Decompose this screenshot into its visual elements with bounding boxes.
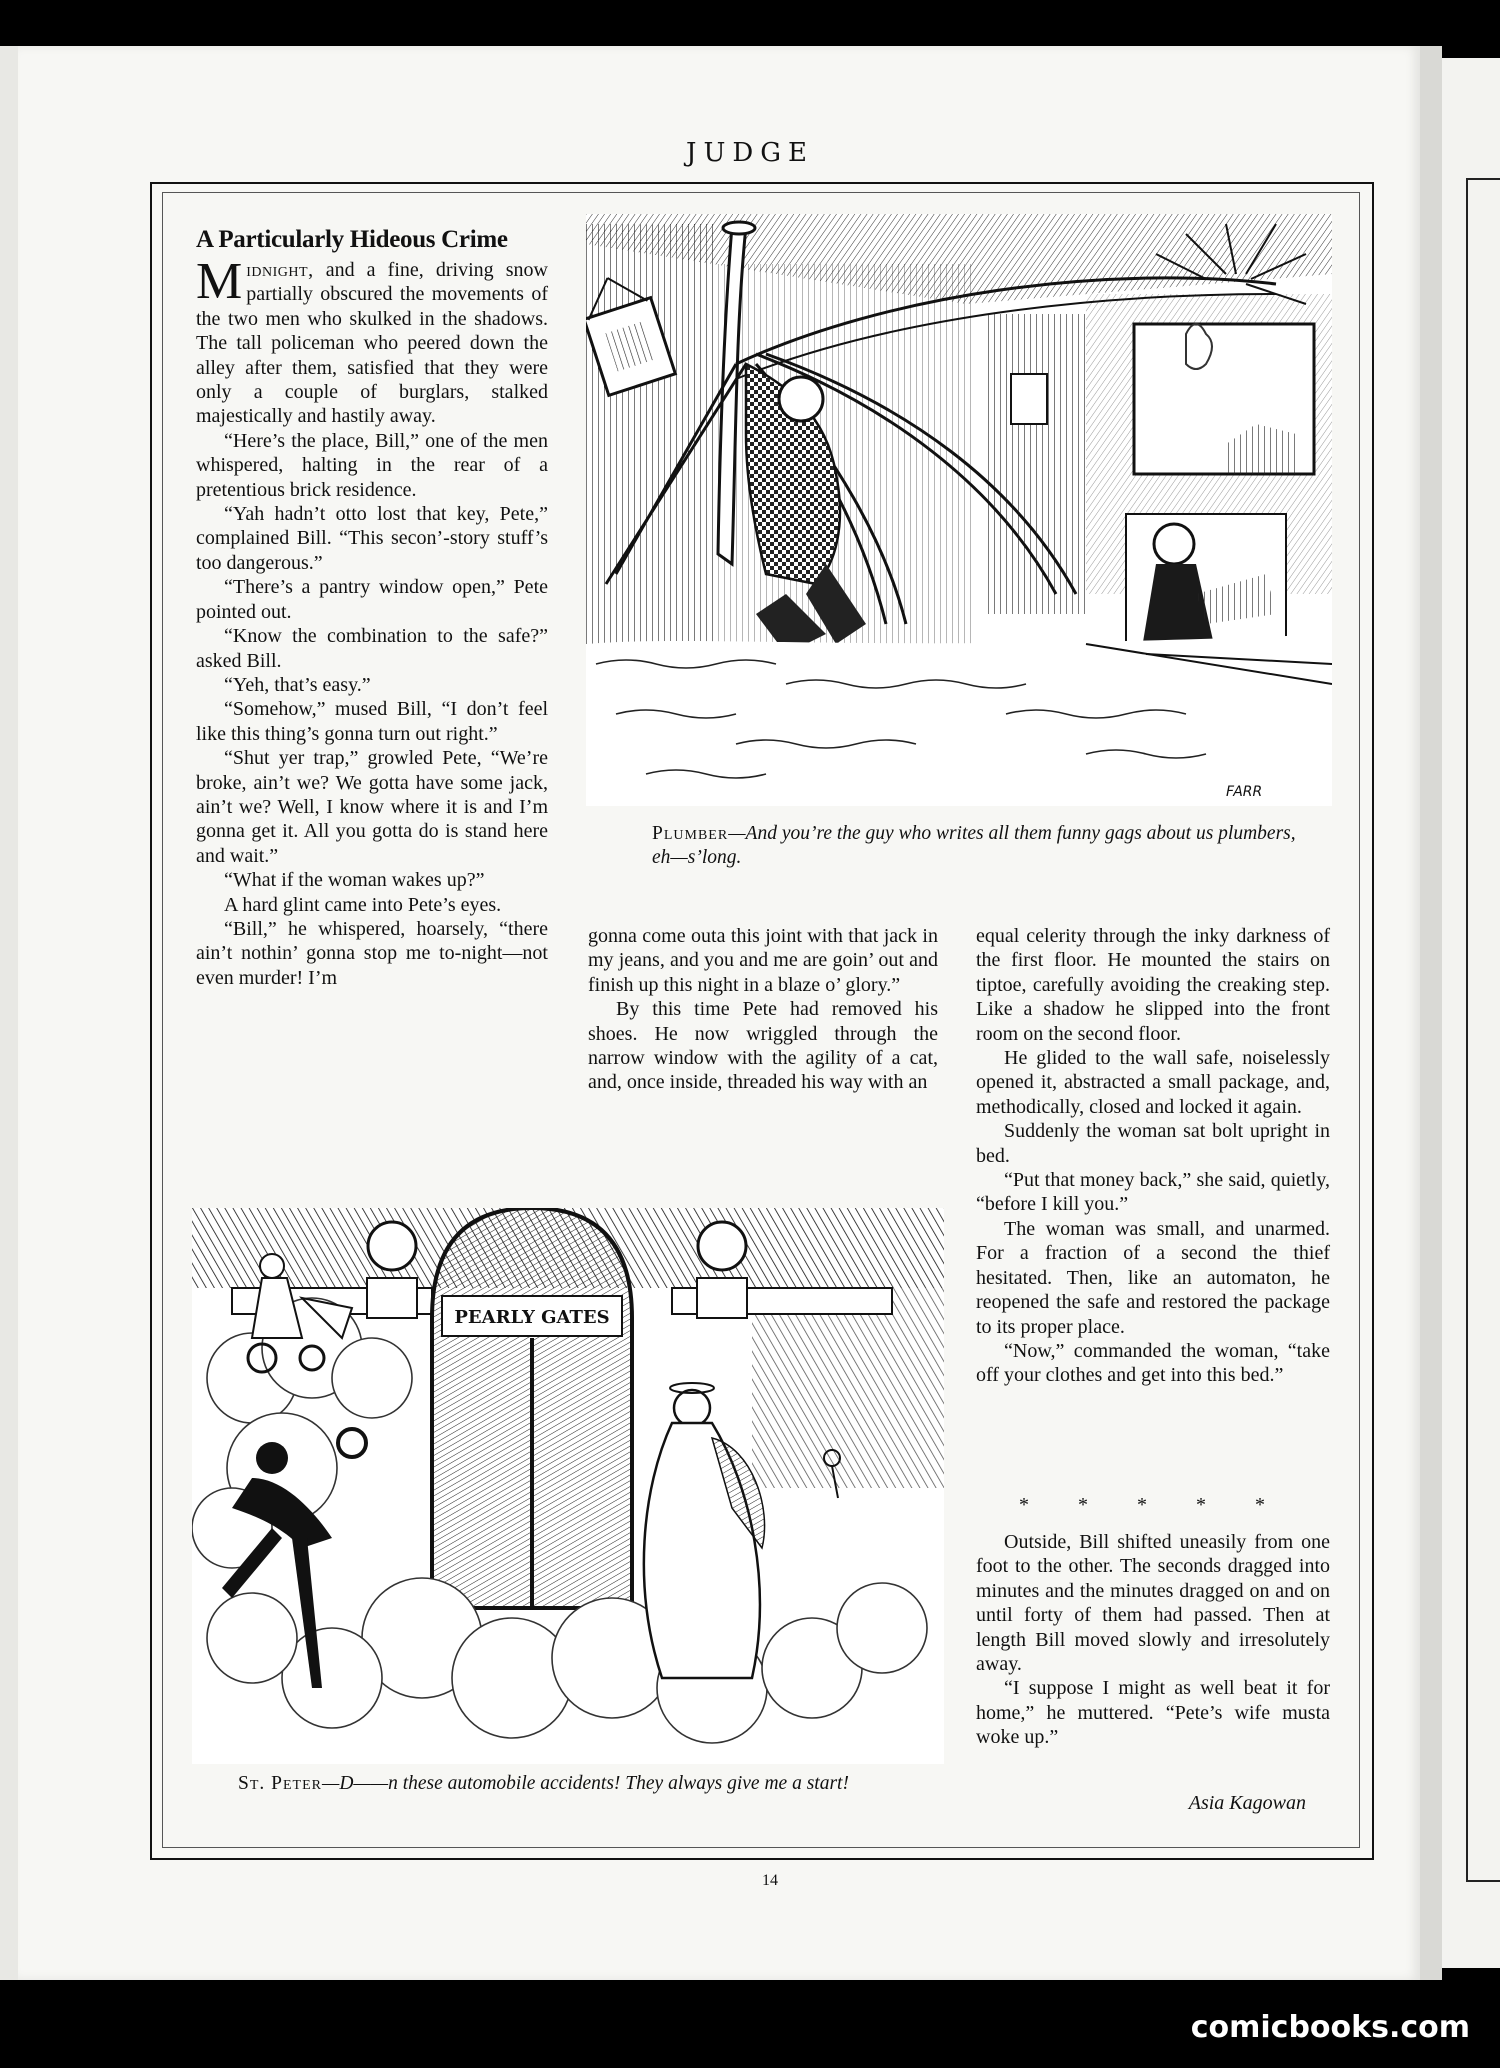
paragraph: “Know the combination to the safe?” asked Bill. [196, 625, 548, 672]
paragraph: The woman was small, and unarmed. For a fraction of a second the thief hesitated. Then, like an automaton, he reopened the safe and restored the package to its proper place. [976, 1217, 1330, 1338]
article-title: A Particularly Hideous Crime [196, 226, 508, 253]
adjacent-page-frame [1466, 178, 1500, 1882]
paragraph: Suddenly the woman sat bolt upright in bed. [976, 1120, 1330, 1167]
paragraph: “Now,” commanded the woman, “take off your clothes and get into this bed.” [976, 1339, 1330, 1387]
opening-paragraph [196, 253, 548, 429]
paragraph: Outside, Bill shifted uneasily from one foot to the other. The seconds dragged into minutes and the minutes dragged on and on until forty of them had passed. Then at length Bill moved slowly and irresolutely away. [976, 1531, 1330, 1676]
opening-word: idnight, [246, 259, 314, 281]
plumber-cartoon [586, 214, 1332, 806]
plumber-cartoon-drawing [586, 214, 1332, 806]
plumber-caption [652, 822, 1312, 870]
paragraph: “Bill,” he whispered, hoarsely, “there ain’t nothin’ gonna stop me to-night—not even murder! I’m [196, 917, 548, 989]
paragraph: A hard glint came into Pete’s eyes. [224, 893, 502, 916]
paragraph: “Somehow,” mused Bill, “I don’t feel like this thing’s gonna turn out right.” [196, 698, 548, 745]
caption-speaker: Plumber [652, 823, 729, 844]
adjacent-page [1442, 58, 1500, 1968]
page-left-edge [0, 46, 18, 1980]
article-column-2 [588, 924, 938, 1095]
gate-sign: PEARLY GATES [454, 1307, 610, 1328]
section-separator: * * * * * [1019, 1494, 1287, 1516]
site-watermark: comicbooks.com [1190, 2010, 1470, 2045]
paragraph: “Put that money back,” she said, quietly, “before I kill you.” [976, 1169, 1330, 1216]
st-peter-caption [238, 1772, 938, 1796]
caption-speaker: St. Peter [238, 1773, 322, 1794]
paragraph: “Yah hadn’t otto lost that key, Pete,” complained Bill. “This secon’-story stuff’s too dangerous.” [196, 503, 548, 574]
book-spine [1420, 46, 1442, 1980]
article-column-1 [196, 253, 548, 990]
paragraph: “There’s a pantry window open,” Pete pointed out. [196, 576, 548, 623]
paragraph: “Yeh, that’s easy.” [224, 673, 371, 696]
magazine-header: JUDGE [686, 138, 814, 168]
caption-text: —And you’re the guy who writes all them funny gags about us plumbers, eh—s’long. [652, 823, 1296, 868]
paragraph: equal celerity through the inky darkness of the first floor. He mounted the stairs on tiptoe, carefully avoiding the creaking step. Like a shadow he slipped into the front room on the second floor. [976, 925, 1330, 1045]
paragraph-text: and a fine, driving snow partially obscured the movements of the two men who skulked in the shadows. The tall policeman who peered down the alley after them, satisfied that they were only a couple of burglars, stalked majestically and hastily away. [196, 259, 548, 428]
caption-text: —D——n these automobile accidents! They always give me a start! [322, 1773, 849, 1794]
paragraph: gonna come outa this joint with that jack in my jeans, and you and me are goin’ out and finish up this night in a blaze o’ glory.” [588, 925, 938, 996]
st-peter-cartoon-drawing [192, 1208, 944, 1764]
paragraph: He glided to the wall safe, noiselessly opened it, abstracted a small package, and, methodically, closed and locked it again. [976, 1047, 1330, 1118]
article-column-3-continued [976, 1530, 1330, 1750]
paragraph: “Here’s the place, Bill,” one of the men whispered, halting in the rear of a pretentious brick residence. [196, 429, 548, 501]
st-peter-cartoon [192, 1208, 944, 1764]
paragraph: “Shut yer trap,” growled Pete, “We’re broke, ain’t we? We gotta have some jack, ain’t we? Well, I know where it is and I’m gonna get it. All you gotta do is stand here and wait.” [196, 747, 548, 867]
paragraph: By this time Pete had removed his shoes. He now wriggled through the narrow window with the agility of a cat, and, once inside, threaded his way with an [588, 998, 938, 1094]
article-column-3 [976, 924, 1330, 1388]
paragraph: “I suppose I might as well beat it for home,” he muttered. “Pete’s wife musta woke up.” [976, 1677, 1330, 1749]
page-number: 14 [762, 1872, 778, 1889]
paragraph: “What if the woman wakes up?” [224, 869, 485, 892]
artist-signature: FARR [1226, 784, 1263, 800]
drop-cap: M [196, 253, 243, 310]
author-byline: Asia Kagowan [1188, 1792, 1306, 1814]
